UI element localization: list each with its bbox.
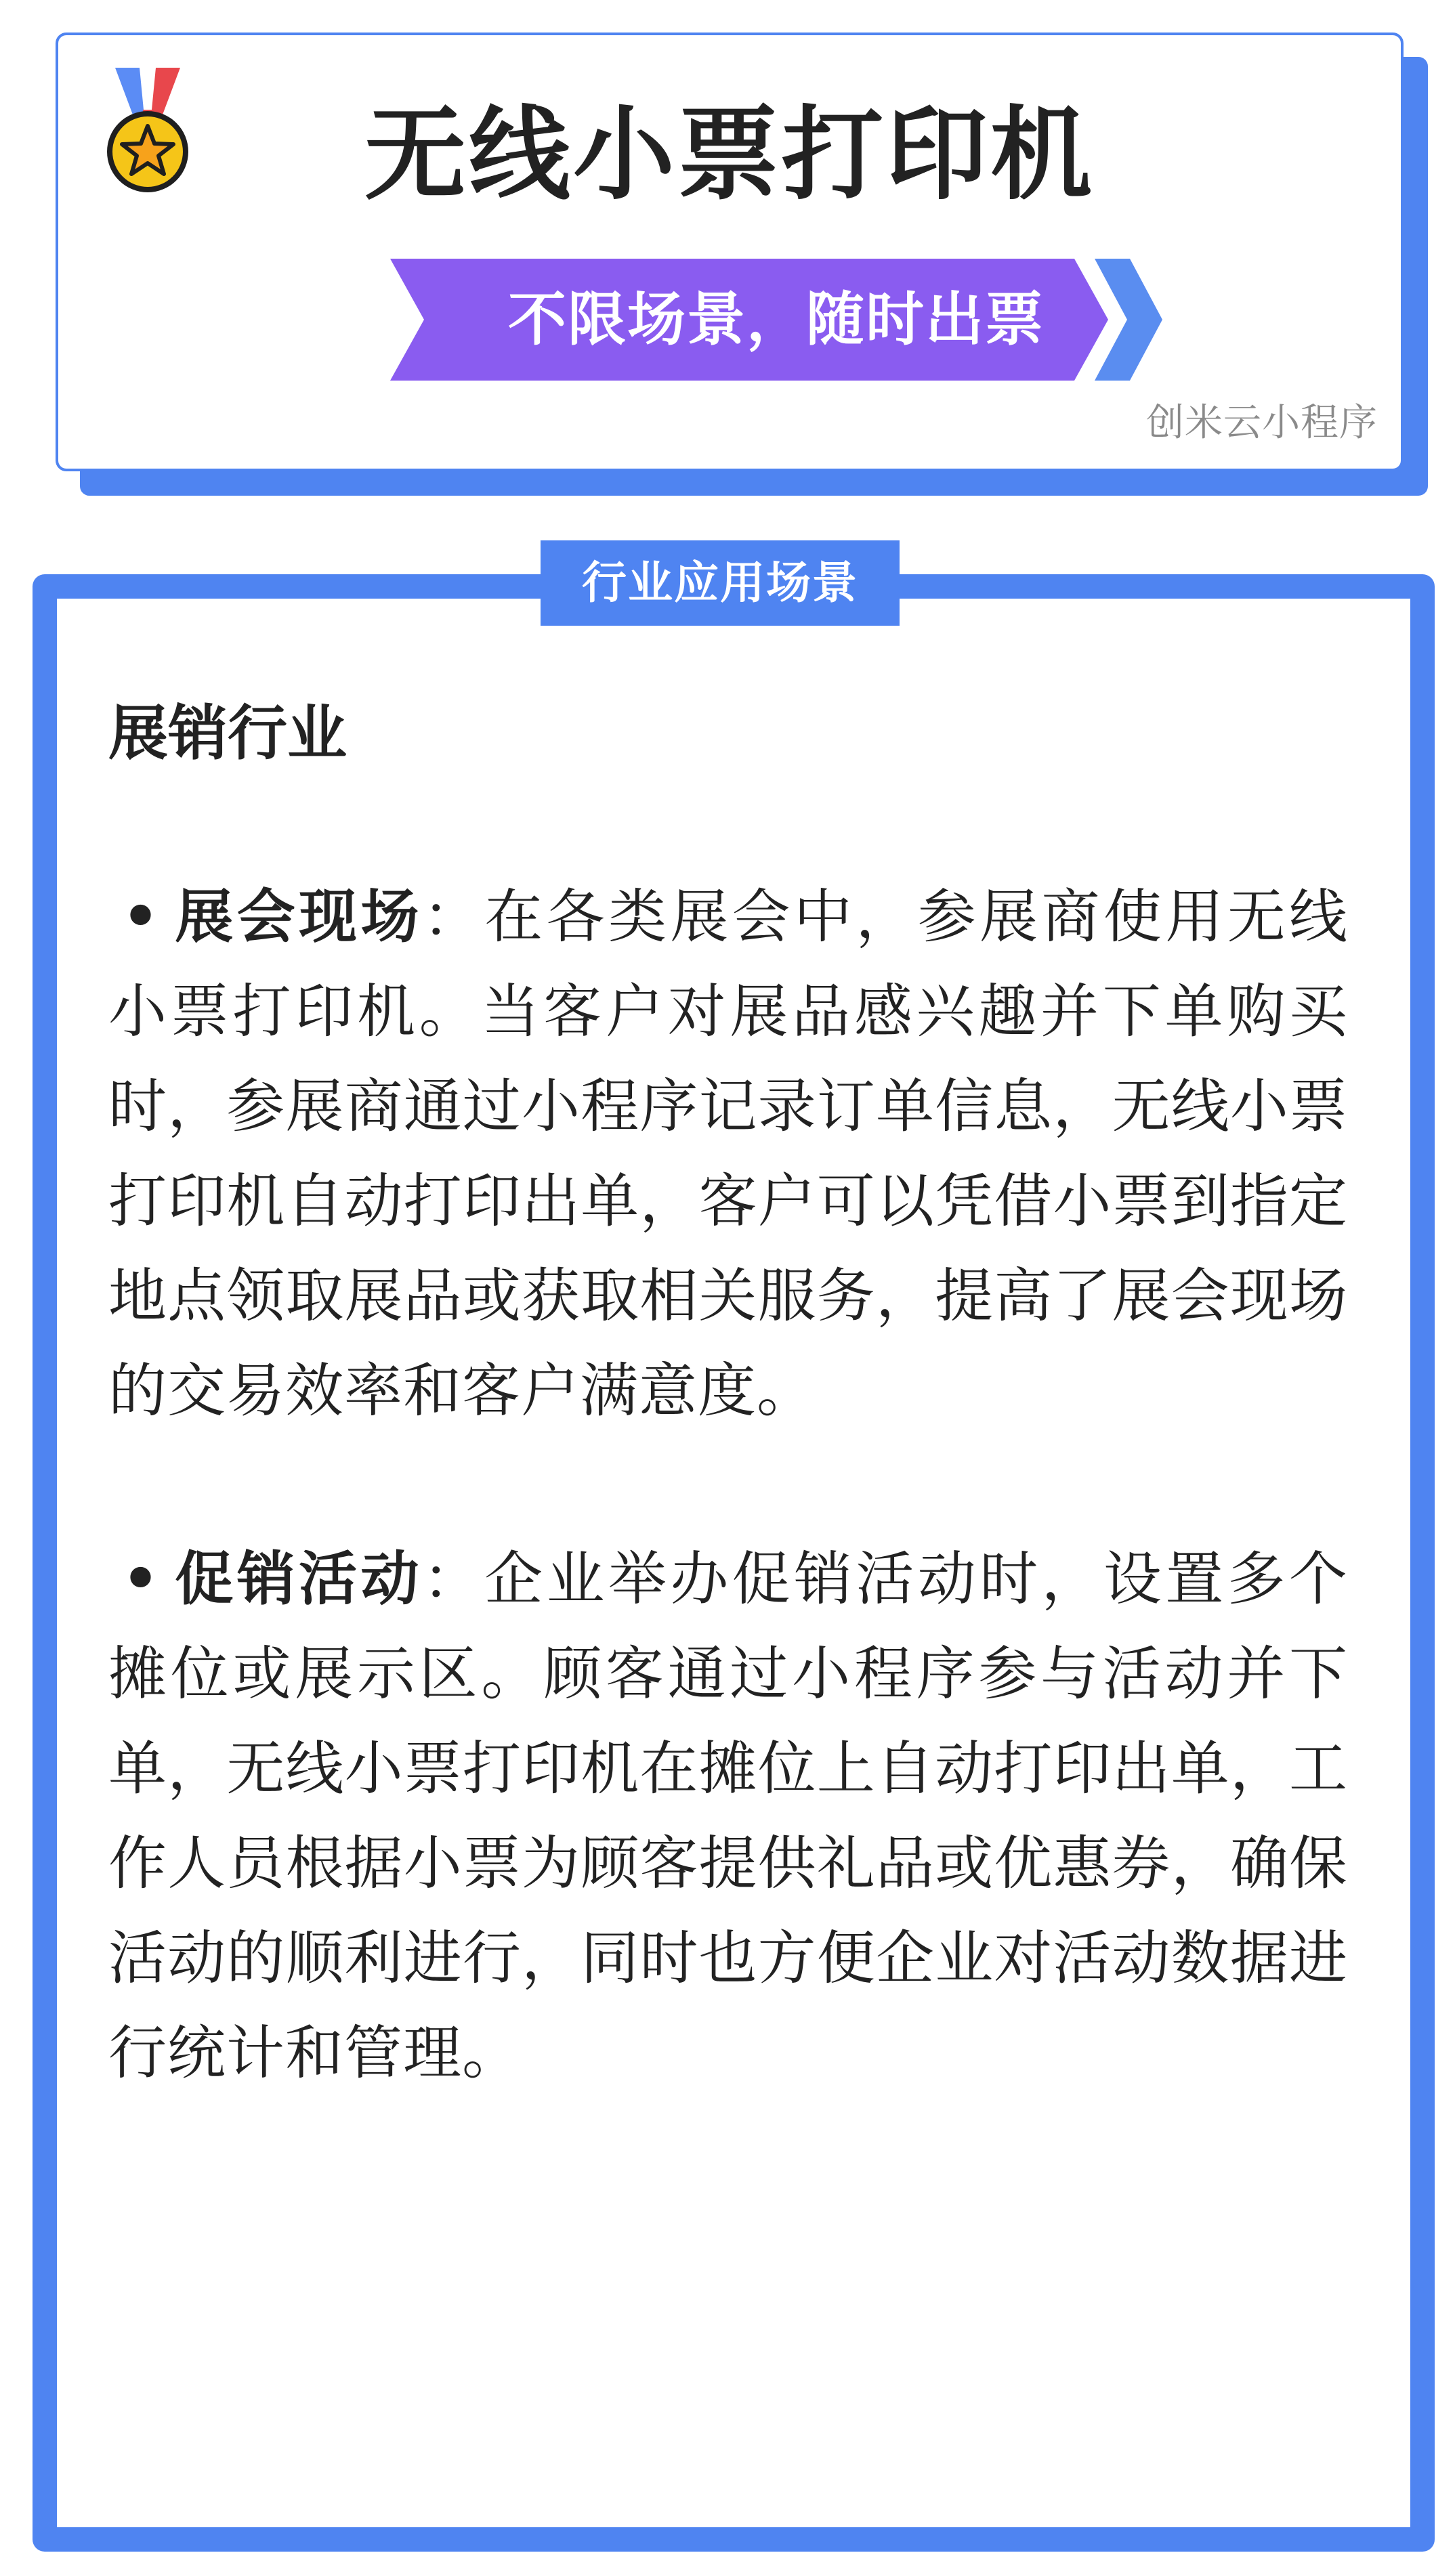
slogan-text: 不限场景，随时出票 xyxy=(508,286,1045,353)
page-title: 无线小票打印机 xyxy=(364,96,1095,214)
scenario-term: 展会现场 xyxy=(171,882,423,951)
header-card xyxy=(56,33,1404,471)
scenario-item-promotion xyxy=(108,1532,1348,2101)
industry-title: 展销行业 xyxy=(108,698,347,768)
brand-label: 创米云小程序 xyxy=(1146,401,1378,445)
content-body xyxy=(108,697,1348,2194)
bullet: • xyxy=(122,1545,160,1613)
section-tab: 行业应用场景 xyxy=(541,540,900,626)
scenario-colon: ： xyxy=(422,1545,485,1613)
scenario-colon: ： xyxy=(422,882,485,951)
slogan-banner xyxy=(390,259,1162,381)
scenario-text: 企业举办促销活动时，设置多个摊位或展示区。顾客通过小程序参与活动并下单，无线小票打印机在摊位上自动打印出单，工作人员根据小票为顾客提供礼品或优惠券，确保活动的顺利进行，同时也方便企业对活动数据进行统计和管理。 xyxy=(108,1545,1349,2087)
scenario-text: 在各类展会中，参展商使用无线小票打印机。当客户对展品感兴趣并下单购买时，参展商通过小程序记录订单信息，无线小票打印机自动打印出单，客户可以凭借小票到指定地点领取展品或获取相关服务，提高了展会现场的交易效率和客户满意度。 xyxy=(108,882,1349,1425)
scenario-item-exhibition xyxy=(108,870,1348,1438)
scenario-term: 促销活动 xyxy=(171,1545,423,1613)
bullet: • xyxy=(122,882,160,951)
